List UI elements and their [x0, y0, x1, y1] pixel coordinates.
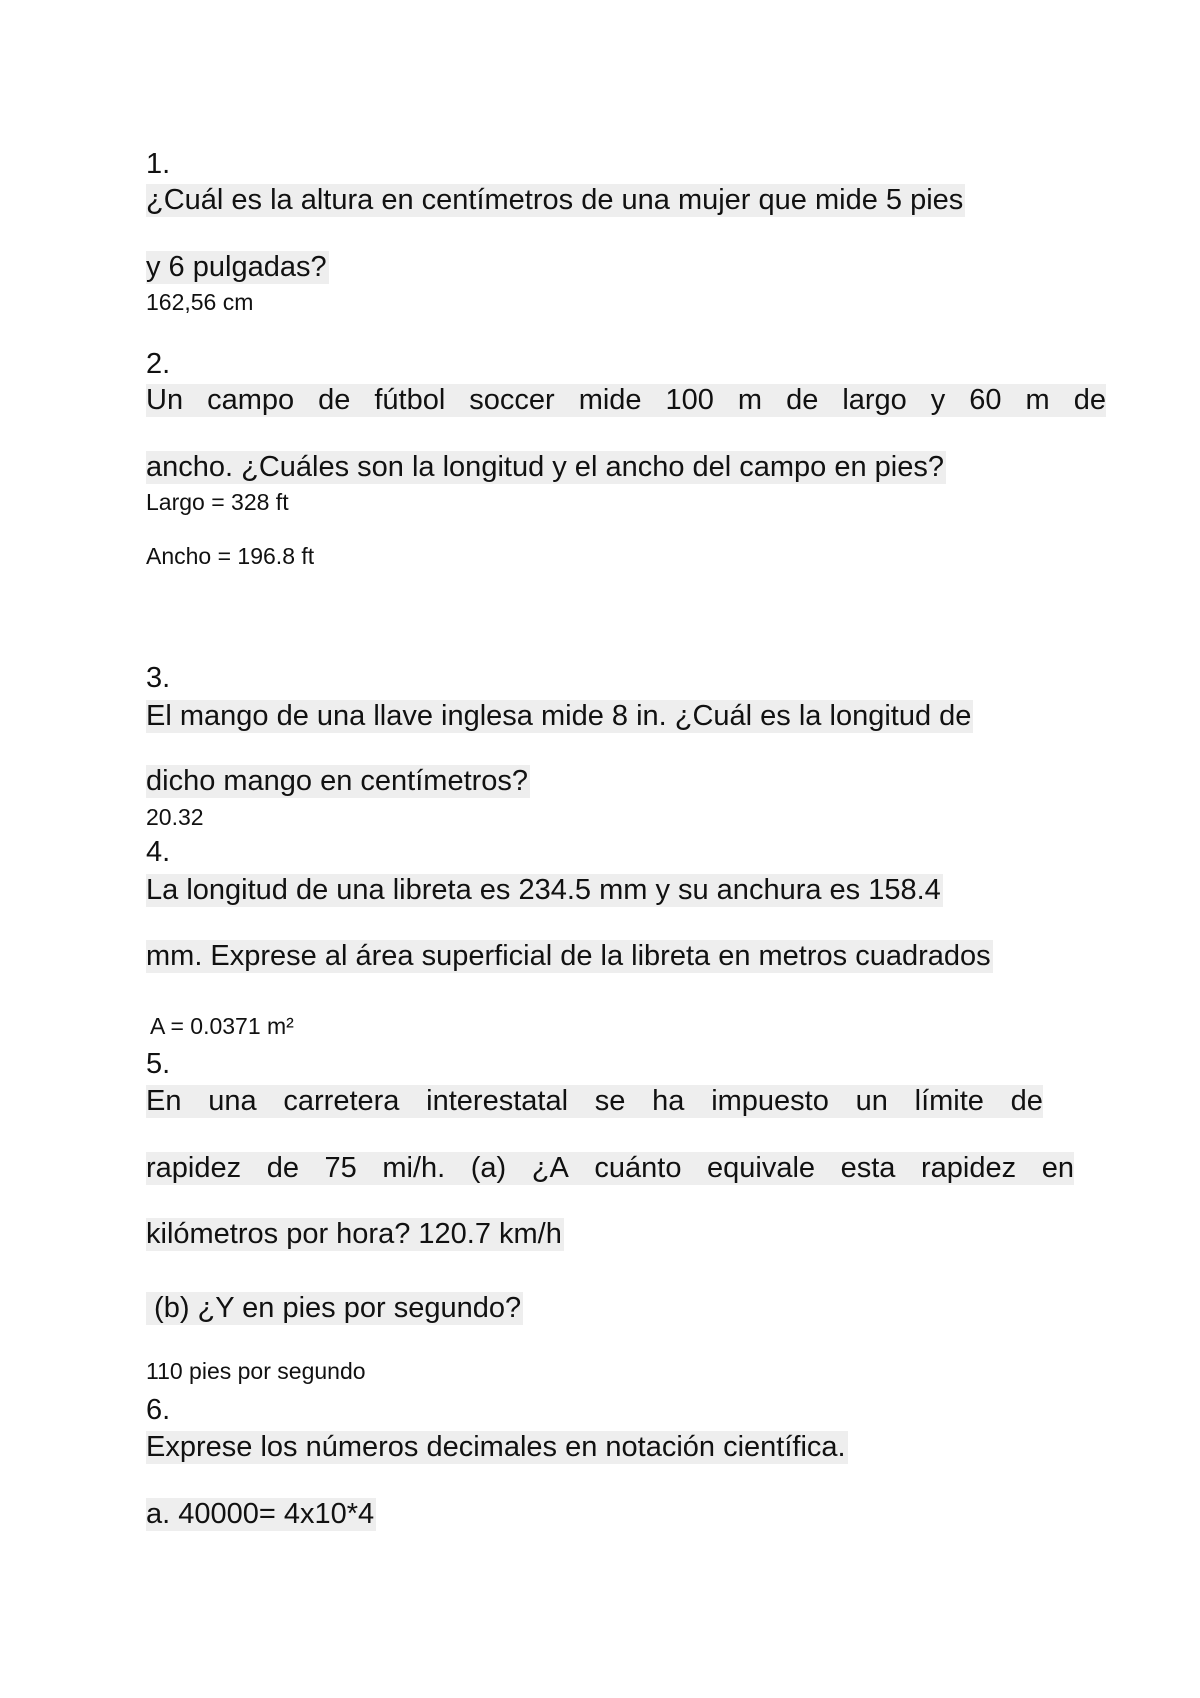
- word: interestatal: [426, 1085, 569, 1117]
- question-text-line: El mango de una llave inglesa mide 8 in. ¿Cuál es la longitud de: [146, 700, 972, 732]
- word: límite: [914, 1085, 984, 1117]
- word: 75: [324, 1152, 357, 1184]
- answer-text: 110 pies por segundo: [146, 1358, 366, 1384]
- word: en: [1041, 1152, 1074, 1184]
- question-text-line: kilómetros por hora? 120.7 km/h: [146, 1218, 562, 1250]
- word: ha: [652, 1085, 685, 1117]
- answer-text: A = 0.0371 m²: [150, 1013, 294, 1039]
- word: ¿A: [531, 1152, 569, 1184]
- question-text-line-justified: [146, 1085, 1043, 1118]
- question-text-line: y 6 pulgadas?: [146, 251, 327, 283]
- word: 60: [969, 384, 1002, 416]
- word: de: [318, 384, 351, 416]
- answer-text: Largo = 328 ft: [146, 489, 289, 515]
- question-number: 6.: [146, 1394, 171, 1426]
- word: equivale: [707, 1152, 816, 1184]
- word: 100: [665, 384, 714, 416]
- question-number: 4.: [146, 836, 171, 868]
- word: Un: [146, 384, 184, 416]
- question-text-line: ¿Cuál es la altura en centímetros de una mujer que mide 5 pies: [146, 184, 964, 216]
- question-text-line: mm. Exprese al área superficial de la libreta en metros cuadrados: [146, 940, 991, 972]
- word: campo: [207, 384, 295, 416]
- word: mi/h.: [382, 1152, 446, 1184]
- question-number: 3.: [146, 662, 171, 694]
- word: cuánto: [594, 1152, 682, 1184]
- word: (a): [470, 1152, 507, 1184]
- answer-text: 162,56 cm: [146, 289, 254, 315]
- word: rapidez: [146, 1152, 242, 1184]
- question-text-line: La longitud de una libreta es 234.5 mm y su anchura es 158.4: [146, 874, 941, 906]
- word: impuesto: [711, 1085, 829, 1117]
- word: de: [266, 1152, 299, 1184]
- answer-text: Ancho = 196.8 ft: [146, 543, 315, 569]
- word: soccer: [469, 384, 555, 416]
- word: se: [594, 1085, 626, 1117]
- question-number: 1.: [146, 148, 171, 180]
- word: un: [855, 1085, 888, 1117]
- word: de: [786, 384, 819, 416]
- word: m: [737, 384, 763, 416]
- word: En: [146, 1085, 182, 1117]
- question-text-line: a. 40000= 4x10*4: [146, 1498, 375, 1530]
- question-number: 2.: [146, 348, 171, 380]
- question-text-line: Exprese los números decimales en notación científica.: [146, 1431, 846, 1463]
- word: largo: [842, 384, 907, 416]
- question-text-line: ancho. ¿Cuáles son la longitud y el ancho del campo en pies?: [146, 451, 945, 483]
- question-text-line: dicho mango en centímetros?: [146, 765, 529, 797]
- word: de: [1010, 1085, 1043, 1117]
- question-text-line-justified: [146, 384, 1106, 417]
- word: mide: [578, 384, 642, 416]
- word: m: [1025, 384, 1050, 416]
- question-number: 5.: [146, 1048, 171, 1080]
- word: y: [930, 384, 946, 416]
- word: esta: [840, 1152, 896, 1184]
- question-text-line: (b) ¿Y en pies por segundo?: [146, 1292, 522, 1324]
- question-text-line-justified: [146, 1152, 1074, 1185]
- answer-text: 20.32: [146, 804, 204, 830]
- word: una: [208, 1085, 257, 1117]
- word: rapidez: [921, 1152, 1017, 1184]
- word: carretera: [283, 1085, 400, 1117]
- word: de: [1073, 384, 1106, 416]
- word: fútbol: [374, 384, 446, 416]
